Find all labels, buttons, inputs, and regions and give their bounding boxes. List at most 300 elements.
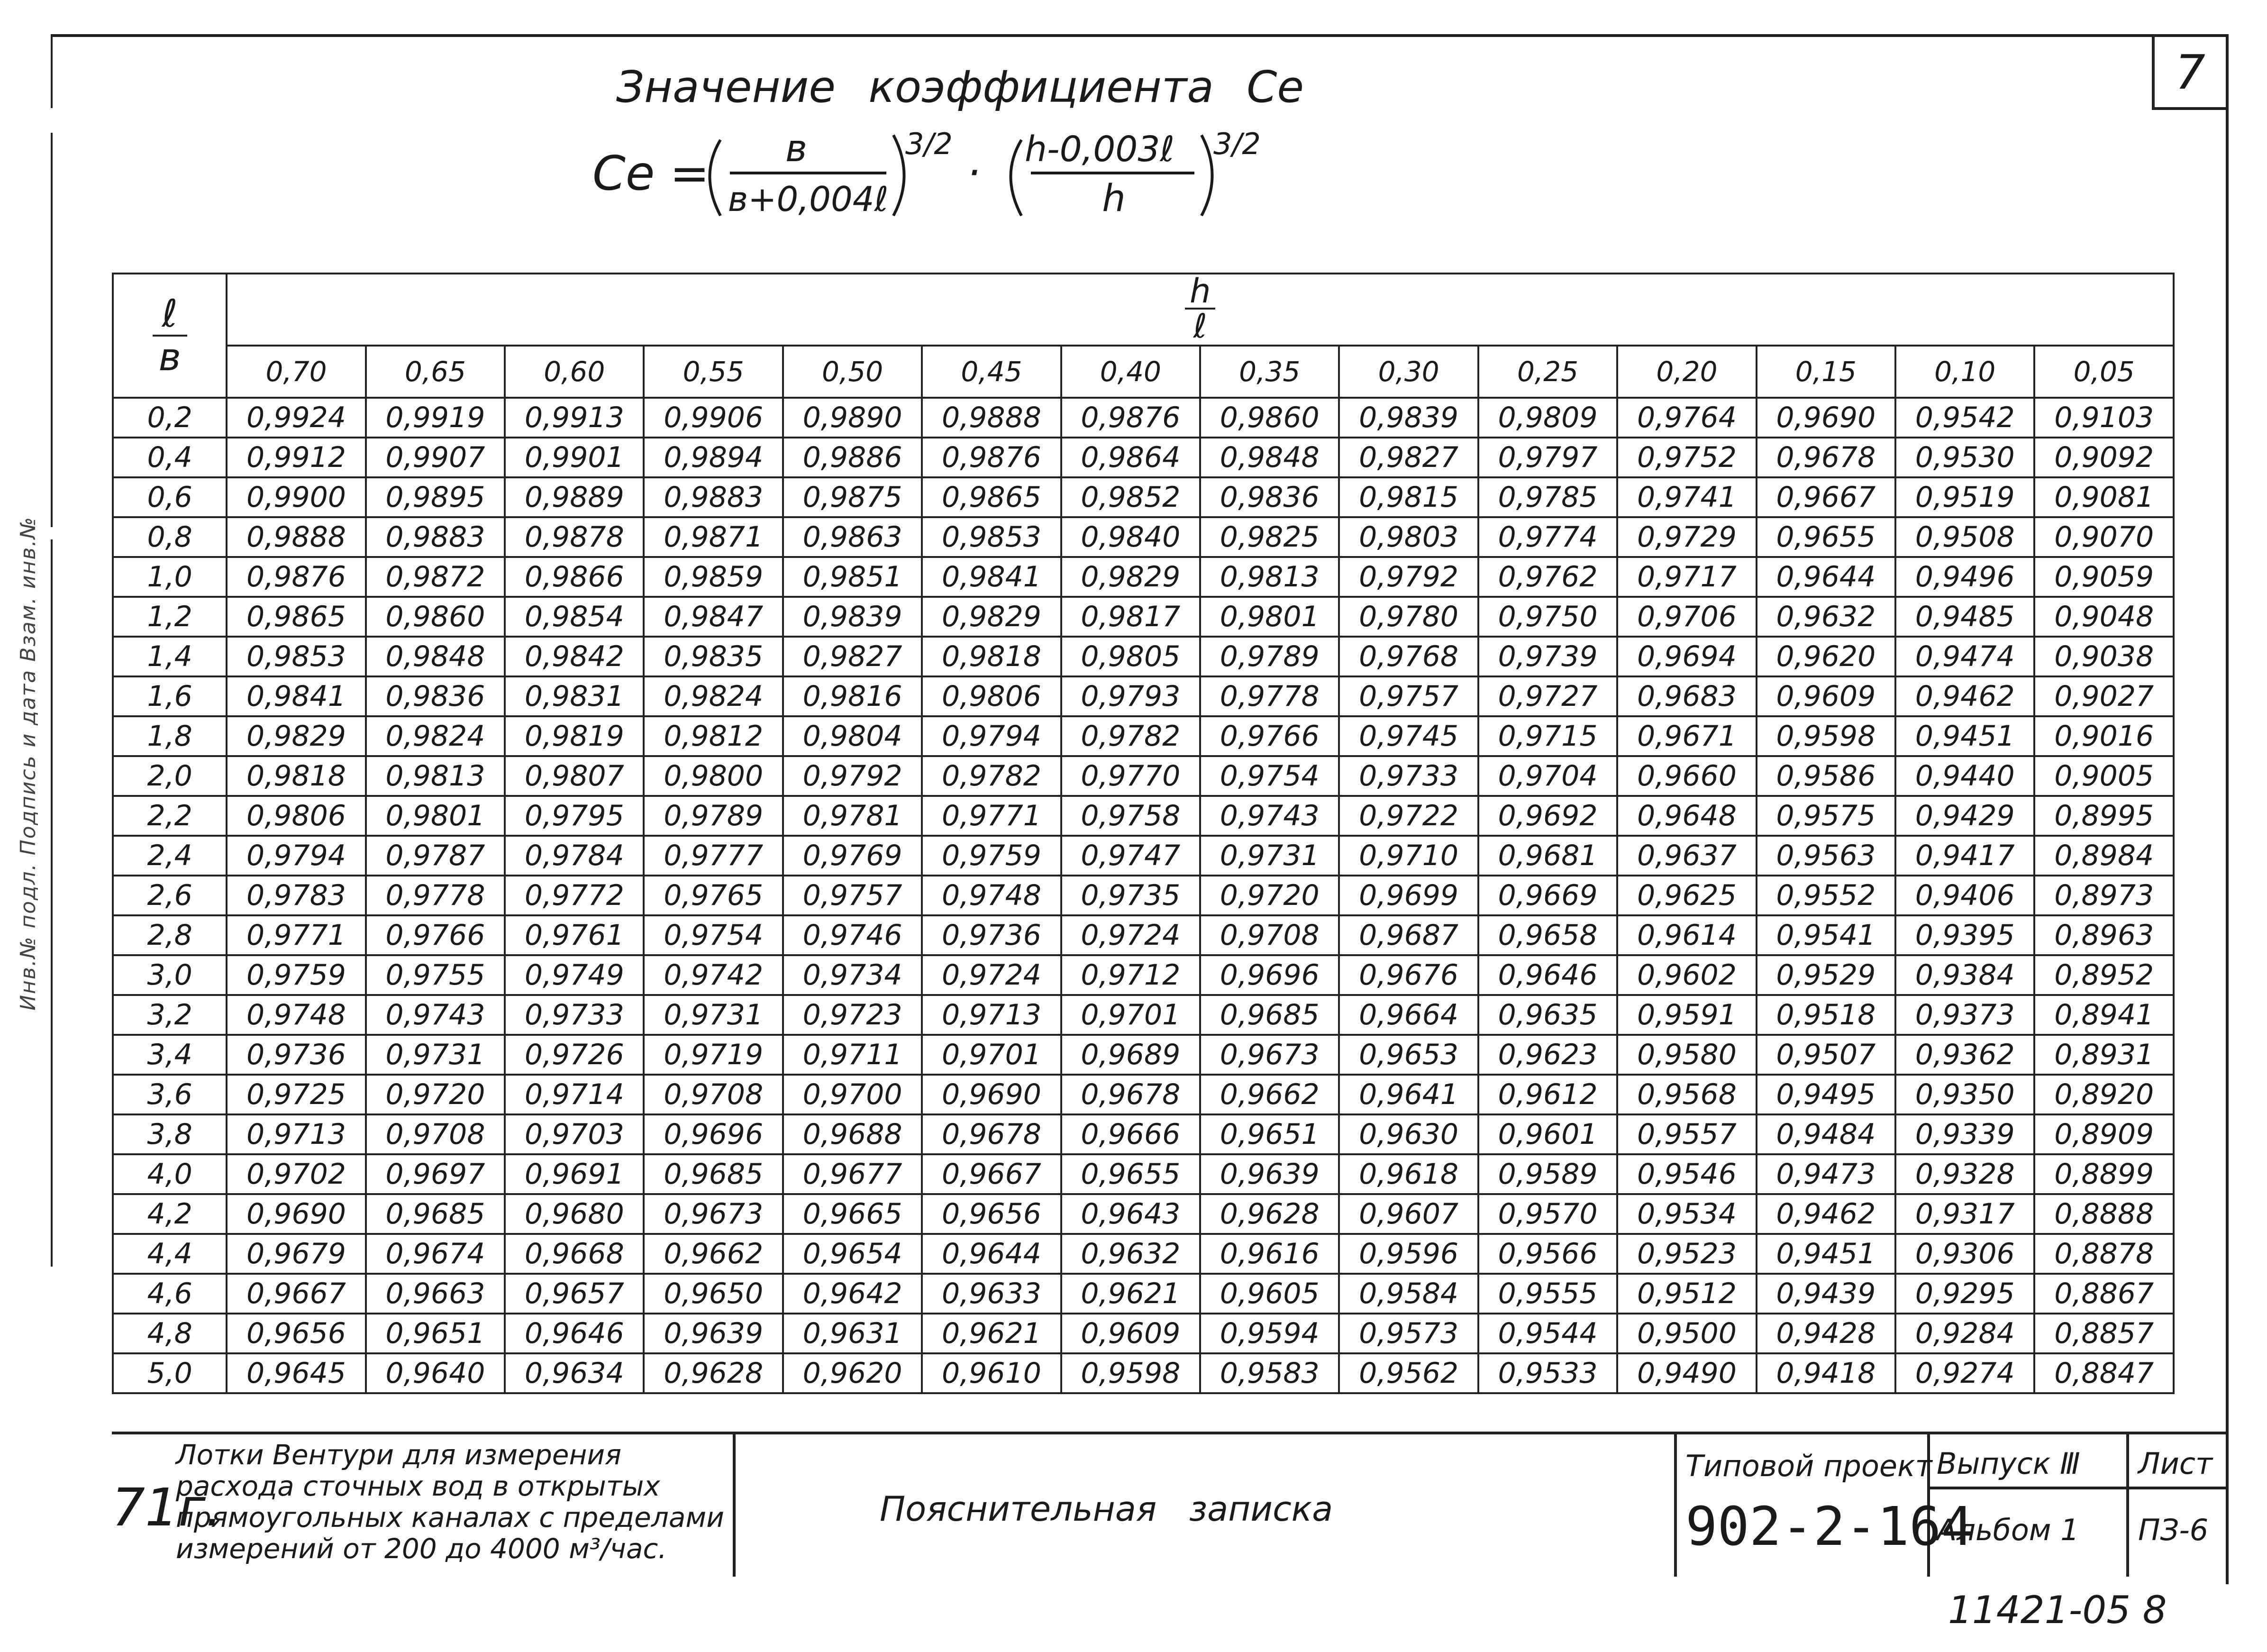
table-cell: 0,9631 [783, 1314, 922, 1353]
table-cell: 0,9689 [1061, 1035, 1200, 1075]
table-cell: 0,9628 [1200, 1194, 1339, 1234]
formula-paren [1202, 135, 1212, 216]
table-cell: 0,9685 [366, 1194, 505, 1234]
table-cell: 0,9602 [1617, 955, 1756, 995]
margin-stamp [7, 265, 49, 1261]
table-cell: 0,9667 [922, 1154, 1061, 1194]
table-row [113, 1314, 2174, 1353]
table-cell: 0,9841 [227, 676, 365, 716]
footer-code: 11421-05 8 [1948, 1588, 2167, 1632]
table-row [113, 1114, 2174, 1154]
table-cell: 0,9005 [2034, 756, 2174, 796]
row-label: 3,4 [113, 1035, 227, 1075]
table-row [113, 1234, 2174, 1274]
formula-frac1-num: в [785, 128, 807, 170]
sheet-number-box [2152, 34, 2229, 110]
table-cell: 0,9872 [366, 557, 505, 597]
table-cell: 0,9809 [1478, 398, 1617, 438]
table-cell: 0,9865 [922, 477, 1061, 517]
table-cell: 0,9748 [922, 876, 1061, 915]
table-cell: 0,9673 [1200, 1035, 1339, 1075]
table-cell: 0,9677 [783, 1154, 922, 1194]
table-cell: 0,9735 [1061, 876, 1200, 915]
table-cell: 0,9827 [783, 637, 922, 676]
table-cell: 0,9813 [366, 756, 505, 796]
column-header: 0,30 [1339, 346, 1478, 398]
table-cell: 0,9731 [1200, 836, 1339, 876]
table-cell: 0,9801 [366, 796, 505, 836]
table-cell: 0,9900 [227, 477, 365, 517]
table-cell: 0,9462 [1757, 1194, 1895, 1234]
formula-lhs: Се = [592, 146, 710, 201]
row-label: 1,4 [113, 637, 227, 676]
table-cell: 0,9739 [1478, 637, 1617, 676]
table-cell: 0,9618 [1339, 1154, 1478, 1194]
table-cell: 0,9785 [1478, 477, 1617, 517]
table-cell: 0,9794 [922, 716, 1061, 756]
table-row [113, 676, 2174, 716]
table-cell: 0,9696 [1200, 955, 1339, 995]
table-cell: 0,9770 [1061, 756, 1200, 796]
table-cell: 0,9736 [922, 915, 1061, 955]
table-cell: 0,9848 [366, 637, 505, 676]
table-row [113, 836, 2174, 876]
table-cell: 0,9724 [1061, 915, 1200, 955]
table-cell: 0,9853 [227, 637, 365, 676]
table-cell: 0,9839 [783, 597, 922, 637]
table-row [113, 438, 2174, 477]
table-cell: 0,9406 [1895, 876, 2034, 915]
table-cell: 0,9839 [1339, 398, 1478, 438]
table-cell: 0,9818 [922, 637, 1061, 676]
coefficient-table [112, 273, 2175, 1394]
description-line: расхода сточных вод в открытых [176, 1470, 660, 1502]
table-cell: 0,9865 [227, 597, 365, 637]
formula-dot: · [967, 148, 981, 198]
table-row [113, 637, 2174, 676]
description-line: Лотки Вентури для измерения [176, 1439, 621, 1471]
table-cell: 0,9836 [1200, 477, 1339, 517]
table-cell: 0,9295 [1895, 1274, 2034, 1314]
table-cell: 0,8899 [2034, 1154, 2174, 1194]
table-cell: 0,9656 [922, 1194, 1061, 1234]
table-cell: 0,9747 [1061, 836, 1200, 876]
table-cell: 0,9924 [227, 398, 365, 438]
table-cell: 0,8984 [2034, 836, 2174, 876]
table-cell: 0,9807 [505, 756, 644, 796]
table-cell: 0,9690 [922, 1075, 1061, 1114]
column-header: 0,45 [922, 346, 1061, 398]
table-cell: 0,9274 [1895, 1353, 2034, 1393]
table-cell: 0,9678 [1757, 438, 1895, 477]
table-cell: 0,9720 [1200, 876, 1339, 915]
table-cell: 0,9708 [366, 1114, 505, 1154]
table-cell: 0,9552 [1757, 876, 1895, 915]
head-num: h [1185, 274, 1215, 310]
table-cell: 0,9662 [1200, 1075, 1339, 1114]
table-cell: 0,9755 [366, 955, 505, 995]
table-cell: 0,9635 [1478, 995, 1617, 1035]
table-cell: 0,9748 [227, 995, 365, 1035]
table-cell: 0,9694 [1617, 637, 1756, 676]
table-cell: 0,9092 [2034, 438, 2174, 477]
table-cell: 0,9621 [922, 1314, 1061, 1353]
table-row [113, 796, 2174, 836]
table-cell: 0,9886 [783, 438, 922, 477]
table-cell: 0,9594 [1200, 1314, 1339, 1353]
table-cell: 0,9662 [644, 1234, 783, 1274]
table-cell: 0,9650 [644, 1274, 783, 1314]
table-cell: 0,9907 [366, 438, 505, 477]
table-cell: 0,9771 [922, 796, 1061, 836]
table-cell: 0,9702 [227, 1154, 365, 1194]
table-cell: 0,9889 [505, 477, 644, 517]
table-cell: 0,9787 [366, 836, 505, 876]
row-label: 4,0 [113, 1154, 227, 1194]
table-cell: 0,9395 [1895, 915, 2034, 955]
formula-frac2-num: h-0,003ℓ [1024, 129, 1175, 170]
table-cell: 0,9888 [922, 398, 1061, 438]
table-cell: 0,9754 [1200, 756, 1339, 796]
table-cell: 0,9081 [2034, 477, 2174, 517]
issue-label: Выпуск Ⅲ [1937, 1446, 2080, 1481]
table-cell: 0,9801 [1200, 597, 1339, 637]
table-cell: 0,9669 [1478, 876, 1617, 915]
table-cell: 0,9027 [2034, 676, 2174, 716]
project-label: Типовой проект [1685, 1449, 1932, 1483]
table-cell: 0,9630 [1339, 1114, 1478, 1154]
table-cell: 0,9070 [2034, 517, 2174, 557]
table-cell: 0,9778 [366, 876, 505, 915]
row-label: 2,8 [113, 915, 227, 955]
table-cell: 0,9829 [227, 716, 365, 756]
album-label: Альбом 1 [1937, 1513, 2079, 1547]
formula-exponent: 3/2 [1213, 127, 1261, 161]
table-cell: 0,9632 [1061, 1234, 1200, 1274]
table-cell: 0,9878 [505, 517, 644, 557]
formula-frac1-den: в+0,004ℓ [728, 179, 889, 219]
page-title: Значение коэффициента Се [616, 62, 1304, 112]
table-row [113, 557, 2174, 597]
table-cell: 0,9673 [644, 1194, 783, 1234]
table-cell: 0,9743 [366, 995, 505, 1035]
table-cell: 0,9654 [783, 1234, 922, 1274]
table-cell: 0,9854 [505, 597, 644, 637]
table-cell: 0,8888 [2034, 1194, 2174, 1234]
table-cell: 0,9772 [505, 876, 644, 915]
table-cell: 0,9860 [1200, 398, 1339, 438]
table-cell: 0,9328 [1895, 1154, 2034, 1194]
table-cell: 0,9645 [227, 1353, 365, 1393]
row-label: 0,4 [113, 438, 227, 477]
table-row [113, 597, 2174, 637]
table-cell: 0,9792 [783, 756, 922, 796]
table-cell: 0,9685 [644, 1154, 783, 1194]
table-cell: 0,9451 [1757, 1234, 1895, 1274]
row-label: 5,0 [113, 1353, 227, 1393]
table-cell: 0,9655 [1757, 517, 1895, 557]
table-cell: 0,9817 [1061, 597, 1200, 637]
table-cell: 0,9762 [1478, 557, 1617, 597]
table-cell: 0,9688 [783, 1114, 922, 1154]
table-cell: 0,9827 [1339, 438, 1478, 477]
table-cell: 0,9847 [644, 597, 783, 637]
table-cell: 0,9708 [1200, 915, 1339, 955]
table-cell: 0,9708 [644, 1075, 783, 1114]
column-header: 0,55 [644, 346, 783, 398]
table-cell: 0,8941 [2034, 995, 2174, 1035]
formula-paren [710, 140, 721, 216]
table-cell: 0,9562 [1339, 1353, 1478, 1393]
table-cell: 0,9714 [505, 1075, 644, 1114]
table-row [113, 477, 2174, 517]
table-cell: 0,9474 [1895, 637, 2034, 676]
column-header: 0,35 [1200, 346, 1339, 398]
sheet-label: Лист [2138, 1446, 2213, 1481]
description-line: прямоугольных каналах с пределами [176, 1501, 724, 1533]
table-cell: 0,9612 [1478, 1075, 1617, 1114]
table-cell: 0,9417 [1895, 836, 2034, 876]
table-row [113, 915, 2174, 955]
table-cell: 0,9825 [1200, 517, 1339, 557]
table-cell: 0,9496 [1895, 557, 2034, 597]
row-label: 4,8 [113, 1314, 227, 1353]
row-label: 1,8 [113, 716, 227, 756]
table-cell: 0,9766 [1200, 716, 1339, 756]
table-cell: 0,9418 [1757, 1353, 1895, 1393]
table-cell: 0,9912 [227, 438, 365, 477]
table-cell: 0,9749 [505, 955, 644, 995]
table-cell: 0,9632 [1757, 597, 1895, 637]
table-cell: 0,9733 [1339, 756, 1478, 796]
document-name: Пояснительная записка [880, 1489, 1333, 1529]
table-cell: 0,9533 [1478, 1353, 1617, 1393]
table-cell: 0,9734 [783, 955, 922, 995]
table-cell: 0,9596 [1339, 1234, 1478, 1274]
table-cell: 0,9605 [1200, 1274, 1339, 1314]
table-cell: 0,9350 [1895, 1075, 2034, 1114]
table-cell: 0,9895 [366, 477, 505, 517]
table-cell: 0,9774 [1478, 517, 1617, 557]
table-cell: 0,8847 [2034, 1353, 2174, 1393]
row-label: 4,2 [113, 1194, 227, 1234]
table-row [113, 995, 2174, 1035]
table-cell: 0,9384 [1895, 955, 2034, 995]
table-cell: 0,9724 [922, 955, 1061, 995]
table-cell: 0,9306 [1895, 1234, 2034, 1274]
table-cell: 0,9836 [366, 676, 505, 716]
table-cell: 0,9800 [644, 756, 783, 796]
row-label: 4,4 [113, 1234, 227, 1274]
table-cell: 0,9646 [505, 1314, 644, 1353]
table-cell: 0,9710 [1339, 836, 1478, 876]
table-cell: 0,9778 [1200, 676, 1339, 716]
table-cell: 0,9722 [1339, 796, 1478, 836]
table-cell: 0,9745 [1339, 716, 1478, 756]
table-cell: 0,9373 [1895, 995, 2034, 1035]
table-cell: 0,9473 [1757, 1154, 1895, 1194]
table-cell: 0,9890 [783, 398, 922, 438]
table-cell: 0,9609 [1757, 676, 1895, 716]
table-cell: 0,9641 [1339, 1075, 1478, 1114]
left-margin-rule [51, 34, 53, 1267]
margin-stamp-text: Инв.№ подл. Подпись и дата Взам. инв.№ [16, 516, 40, 1011]
table-cell: 0,9485 [1895, 597, 2034, 637]
header-row-1 [113, 274, 2174, 346]
table-cell: 0,9059 [2034, 557, 2174, 597]
table-cell: 0,9544 [1478, 1314, 1617, 1353]
table-cell: 0,9546 [1617, 1154, 1756, 1194]
table-cell: 0,9859 [644, 557, 783, 597]
table-cell: 0,8952 [2034, 955, 2174, 995]
table-cell: 0,9741 [1617, 477, 1756, 517]
table-cell: 0,9851 [783, 557, 922, 597]
table-cell: 0,9841 [922, 557, 1061, 597]
table-cell: 0,9317 [1895, 1194, 2034, 1234]
table-cell: 0,9607 [1339, 1194, 1478, 1234]
formula [592, 121, 1351, 230]
table-row [113, 1154, 2174, 1194]
table-cell: 0,9860 [366, 597, 505, 637]
table-cell: 0,9853 [922, 517, 1061, 557]
table-cell: 0,9717 [1617, 557, 1756, 597]
table-cell: 0,9742 [644, 955, 783, 995]
table-cell: 0,9901 [505, 438, 644, 477]
column-group-header [227, 274, 2174, 346]
table-cell: 0,9704 [1478, 756, 1617, 796]
column-header: 0,60 [505, 346, 644, 398]
table-cell: 0,8995 [2034, 796, 2174, 836]
table-cell: 0,9803 [1339, 517, 1478, 557]
table-cell: 0,9637 [1617, 836, 1756, 876]
table-cell: 0,9644 [1757, 557, 1895, 597]
table-cell: 0,9711 [783, 1035, 922, 1075]
row-label: 0,6 [113, 477, 227, 517]
table-cell: 0,9620 [1757, 637, 1895, 676]
table-cell: 0,9679 [227, 1234, 365, 1274]
table-cell: 0,9628 [644, 1353, 783, 1393]
table-cell: 0,9701 [1061, 995, 1200, 1035]
table-cell: 0,9568 [1617, 1075, 1756, 1114]
column-header: 0,25 [1478, 346, 1617, 398]
table-row [113, 716, 2174, 756]
table-cell: 0,9680 [505, 1194, 644, 1234]
table-row [113, 955, 2174, 995]
table-cell: 0,9616 [1200, 1234, 1339, 1274]
table-cell: 0,9736 [227, 1035, 365, 1075]
table-cell: 0,9644 [922, 1234, 1061, 1274]
table-cell: 0,9793 [1061, 676, 1200, 716]
table-cell: 0,9729 [1617, 517, 1756, 557]
table-cell: 0,9883 [366, 517, 505, 557]
table-cell: 0,9894 [644, 438, 783, 477]
table-cell: 0,9566 [1478, 1234, 1617, 1274]
table-cell: 0,9490 [1617, 1353, 1756, 1393]
table-cell: 0,9913 [505, 398, 644, 438]
table-cell: 0,9541 [1757, 915, 1895, 955]
table-cell: 0,9103 [2034, 398, 2174, 438]
table-cell: 0,9812 [644, 716, 783, 756]
table-cell: 0,9777 [644, 836, 783, 876]
column-header: 0,10 [1895, 346, 2034, 398]
table-cell: 0,9016 [2034, 716, 2174, 756]
table-cell: 0,9824 [366, 716, 505, 756]
table-cell: 0,9668 [505, 1234, 644, 1274]
table-cell: 0,9681 [1478, 836, 1617, 876]
table-cell: 0,9691 [505, 1154, 644, 1194]
table-cell: 0,9731 [366, 1035, 505, 1075]
table-cell: 0,9697 [366, 1154, 505, 1194]
table-cell: 0,9863 [783, 517, 922, 557]
table-cell: 0,9601 [1478, 1114, 1617, 1154]
stub-bottom: в [158, 335, 181, 379]
column-header-row [113, 346, 2174, 398]
table-cell: 0,9542 [1895, 398, 2034, 438]
table-cell: 0,9429 [1895, 796, 2034, 836]
table-cell: 0,9690 [227, 1194, 365, 1234]
table-row [113, 876, 2174, 915]
column-header: 0,50 [783, 346, 922, 398]
table-cell: 0,9782 [922, 756, 1061, 796]
table-cell: 0,9678 [1061, 1075, 1200, 1114]
table-row [113, 1194, 2174, 1234]
table-cell: 0,9643 [1061, 1194, 1200, 1234]
table-cell: 0,9665 [783, 1194, 922, 1234]
row-label: 0,2 [113, 398, 227, 438]
table-cell: 0,9584 [1339, 1274, 1478, 1314]
head-den: ℓ [1193, 307, 1207, 346]
table-cell: 0,9451 [1895, 716, 2034, 756]
table-cell: 0,9598 [1061, 1353, 1200, 1393]
table-cell: 0,9639 [1200, 1154, 1339, 1194]
table-cell: 0,8878 [2034, 1234, 2174, 1274]
table-cell: 0,9726 [505, 1035, 644, 1075]
table-cell: 0,9733 [505, 995, 644, 1035]
table-cell: 0,9671 [1617, 716, 1756, 756]
tb-divider [1927, 1487, 2229, 1489]
table-cell: 0,9757 [1339, 676, 1478, 716]
table-cell: 0,9676 [1339, 955, 1478, 995]
table-cell: 0,9701 [922, 1035, 1061, 1075]
table-cell: 0,9648 [1617, 796, 1756, 836]
table-row [113, 1274, 2174, 1314]
table-cell: 0,9871 [644, 517, 783, 557]
table-cell: 0,9439 [1757, 1274, 1895, 1314]
table-cell: 0,9771 [227, 915, 365, 955]
table-cell: 0,9818 [227, 756, 365, 796]
table-cell: 0,9523 [1617, 1234, 1756, 1274]
table-cell: 0,9620 [783, 1353, 922, 1393]
table-cell: 0,9743 [1200, 796, 1339, 836]
table-cell: 0,9769 [783, 836, 922, 876]
table-cell: 0,9795 [505, 796, 644, 836]
table-cell: 0,9824 [644, 676, 783, 716]
description-line: измерений от 200 до 4000 м³/час. [176, 1533, 667, 1565]
row-label: 4,6 [113, 1274, 227, 1314]
table-cell: 0,9789 [644, 796, 783, 836]
table-cell: 0,9829 [922, 597, 1061, 637]
table-cell: 0,9683 [1617, 676, 1756, 716]
table-cell: 0,9667 [227, 1274, 365, 1314]
table-cell: 0,9664 [1339, 995, 1478, 1035]
table-cell: 0,9440 [1895, 756, 2034, 796]
column-header: 0,65 [366, 346, 505, 398]
table-cell: 0,9557 [1617, 1114, 1756, 1154]
table-cell: 0,9658 [1478, 915, 1617, 955]
project-number: 902-2-164 [1685, 1496, 1973, 1558]
row-label: 3,6 [113, 1075, 227, 1114]
table-row [113, 517, 2174, 557]
